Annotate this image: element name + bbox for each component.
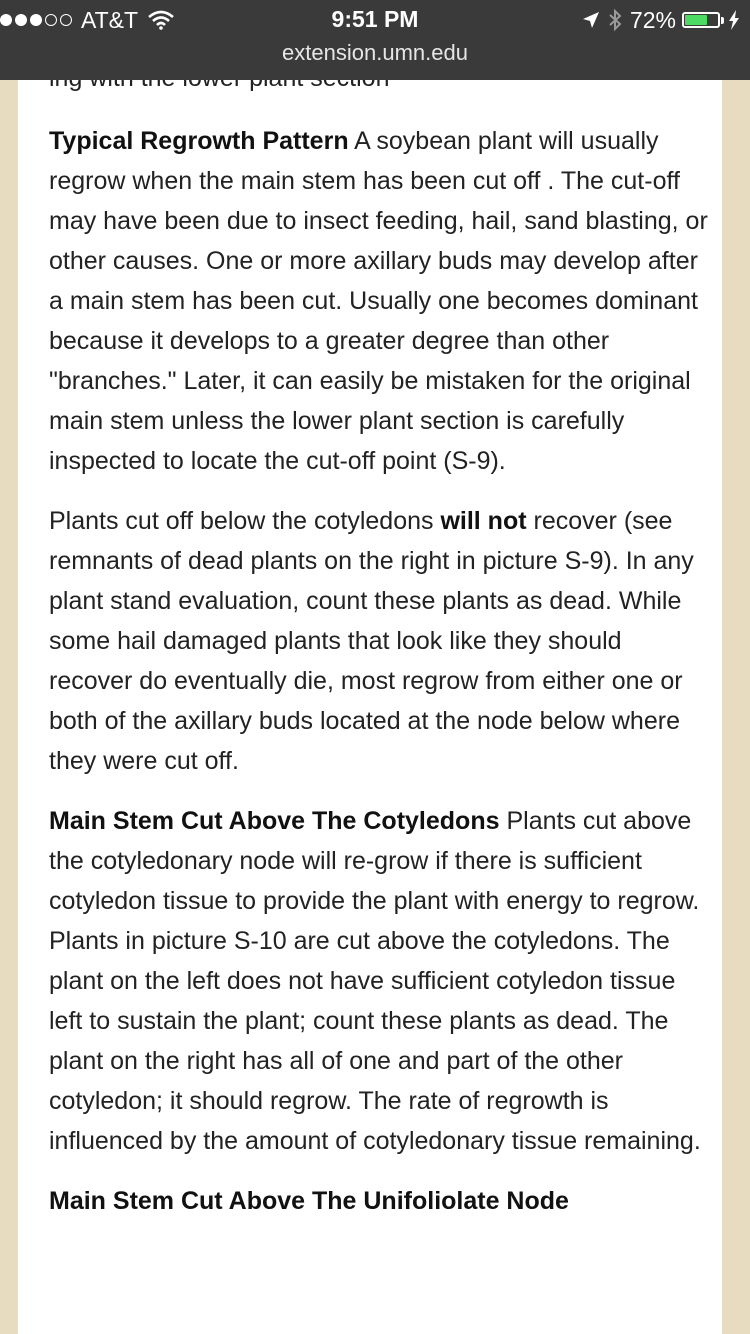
location-arrow-icon	[582, 11, 600, 29]
section-heading: Main Stem Cut Above The Cotyledons	[49, 807, 500, 835]
section-heading: Main Stem Cut Above The Unifoliolate Node	[49, 1187, 569, 1215]
paragraph-above-cotyledons	[49, 801, 709, 1161]
battery-level	[685, 15, 707, 25]
battery-percent: 72%	[629, 6, 676, 33]
paragraph-unifoliolate	[49, 1181, 709, 1221]
article-body	[49, 80, 709, 1241]
clock: 9:51 PM	[331, 6, 419, 32]
paragraph-text: Plants cut off below the cotyledons	[49, 507, 441, 535]
paragraph-typical-regrowth	[49, 121, 709, 481]
paragraph-text: A soybean plant will usually regrow when the main stem has been cut off . The cut-off may have been due to insect feeding, hail, sand blasting, or other causes. One or more axillary buds may develop after a main stem has been cut. Usually one becomes dominant because it develops to a greater degree than other "branches." Later, it can easily be mistaken for the original main stem unless the lower plant section is carefully inspected to locate the cut-off point (S-9).	[49, 127, 708, 475]
address-bar[interactable]: extension.umn.edu	[282, 40, 468, 65]
paragraph-text: recover (see remnants of dead plants on the right in picture S-9). In any plant stand evaluation, count these plants as dead. While some hail damaged plants that look like they should recover do eventually die, most regrow from either one or both of the axillary buds located at the node below where they were cut off.	[49, 507, 694, 775]
charging-bolt-icon	[728, 10, 740, 30]
paragraph-text: Plants cut above the cotyledonary node will re-grow if there is sufficient cotyledon tissue to provide the plant with energy to regrow. Plants in picture S-10 are cut above the cotyledons. The plant on the left does not have sufficient cotyledon tissue left to sustain the plant; count these plants as dead. The plant on the right has all of one and part of the other cotyledon; it should regrow. The rate of regrowth is influenced by the amount of cotyledonary tissue remaining.	[49, 807, 701, 1155]
partially-visible-line	[49, 80, 709, 121]
emphasis-text: will not	[440, 507, 527, 535]
status-indicators	[582, 6, 740, 34]
battery-cap	[721, 17, 724, 24]
battery-icon	[682, 12, 720, 28]
section-heading: Typical Regrowth Pattern	[49, 127, 349, 155]
carrier-name: AT&T	[81, 6, 139, 33]
status-bar	[0, 0, 750, 80]
status-row	[0, 0, 750, 40]
paragraph-below-cotyledons	[49, 501, 709, 781]
page-content	[18, 80, 722, 1334]
bluetooth-icon	[608, 9, 622, 31]
